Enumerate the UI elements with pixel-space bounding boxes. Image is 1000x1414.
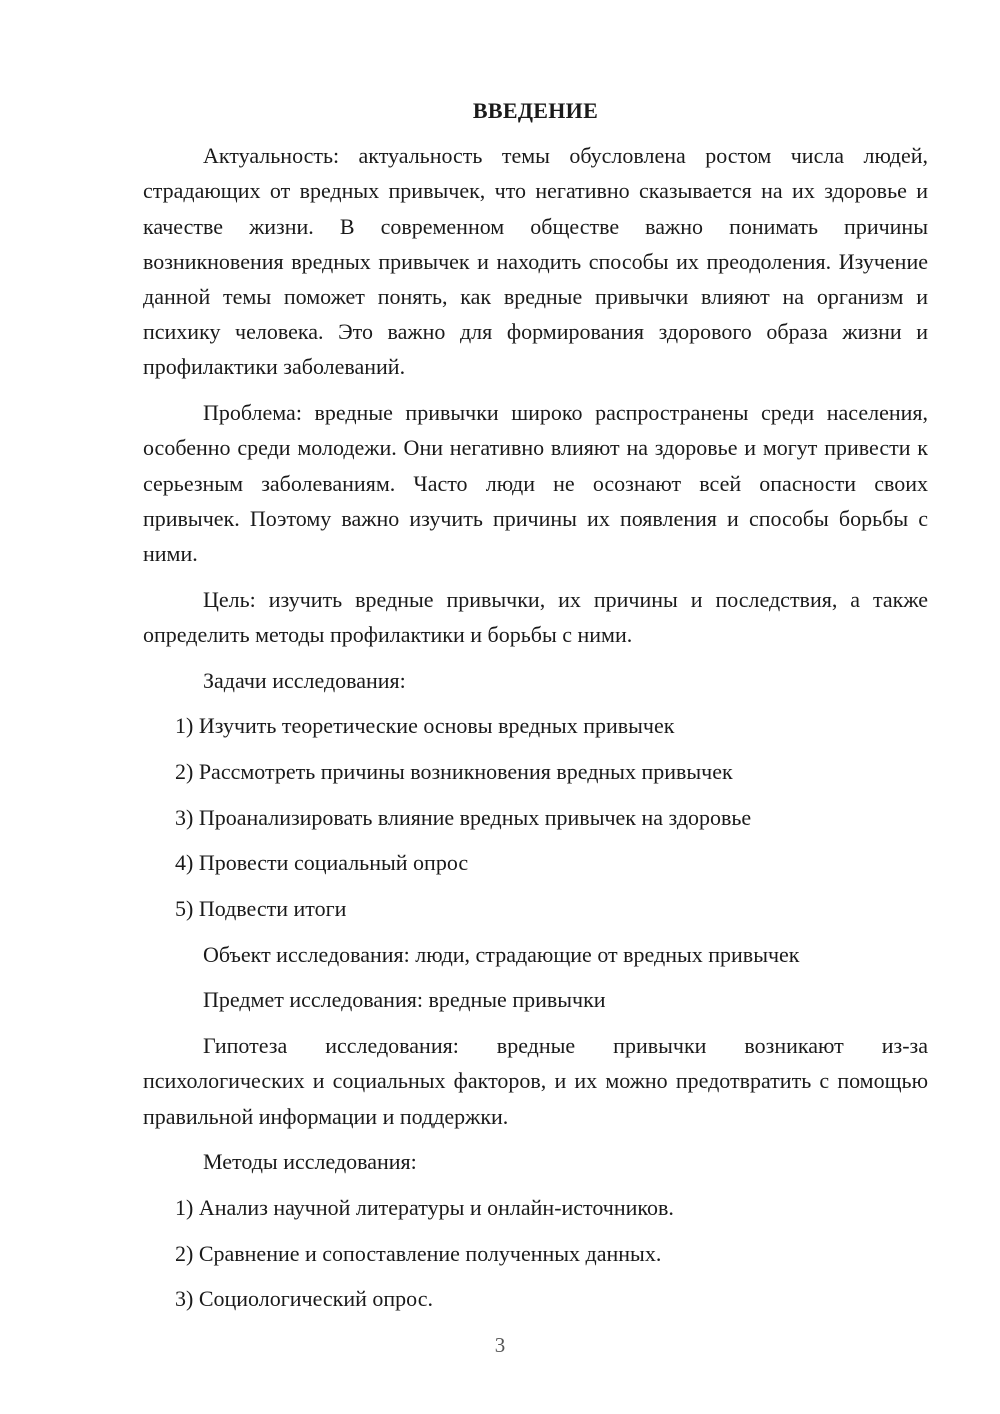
list-item: 2) Рассмотреть причины возникновения вредных привычек xyxy=(175,758,733,784)
relevance-paragraph: Актуальность: актуальность темы обусловлена ростом числа людей, страдающих от вредных привычек, что негативно сказывается на их здоровье и качестве жизни. В современном обществе важно понимать причины возникновения вредных привычек и находить способы их преодоления. Изучение данной темы поможет понять, как вредные привычки влияют на организм и психику человека. Это важно для формирования здорового образа жизни и профилактики заболеваний. xyxy=(143,143,928,380)
list-item: 1) Изучить теоретические основы вредных привычек xyxy=(175,713,675,739)
tasks-heading: Задачи исследования: xyxy=(203,667,406,693)
research-subject: Предмет исследования: вредные привычки xyxy=(203,987,606,1013)
hypothesis-paragraph: Гипотеза исследования: вредные привычки возникают из-за психологических и социальных факторов, и их можно предотвратить с помощью правильной информации и поддержки. xyxy=(143,1033,928,1129)
list-item: 2) Сравнение и сопоставление полученных данных. xyxy=(175,1240,662,1266)
research-object: Объект исследования: люди, страдающие от вредных привычек xyxy=(203,941,800,967)
list-item: 5) Подвести итоги xyxy=(175,896,347,922)
tasks-list xyxy=(143,708,928,926)
goal-paragraph: Цель: изучить вредные привычки, их причины и последствия, а также определить методы профилактики и борьбы с ними. xyxy=(143,586,928,647)
page-number: 3 xyxy=(494,1333,506,1357)
methods-heading: Методы исследования: xyxy=(203,1149,417,1175)
list-item: 4) Провести социальный опрос xyxy=(175,850,469,876)
methods-list xyxy=(143,1190,928,1317)
document-page xyxy=(143,93,928,1327)
list-item: 3) Социологический опрос. xyxy=(175,1286,433,1312)
list-item: 1) Анализ научной литературы и онлайн-источников. xyxy=(175,1194,674,1220)
list-item: 3) Проанализировать влияние вредных привычек на здоровье xyxy=(175,804,752,830)
section-title: ВВЕДЕНИЕ xyxy=(472,98,599,123)
problem-paragraph: Проблема: вредные привычки широко распространены среди населения, особенно среди молодежи. Они негативно влияют на здоровье и могут привести к серьезным заболеваниям. Часто люди не осознают всей опасности своих привычек. Поэтому важно изучить причины их появления и способы борьбы с ними. xyxy=(143,400,928,566)
